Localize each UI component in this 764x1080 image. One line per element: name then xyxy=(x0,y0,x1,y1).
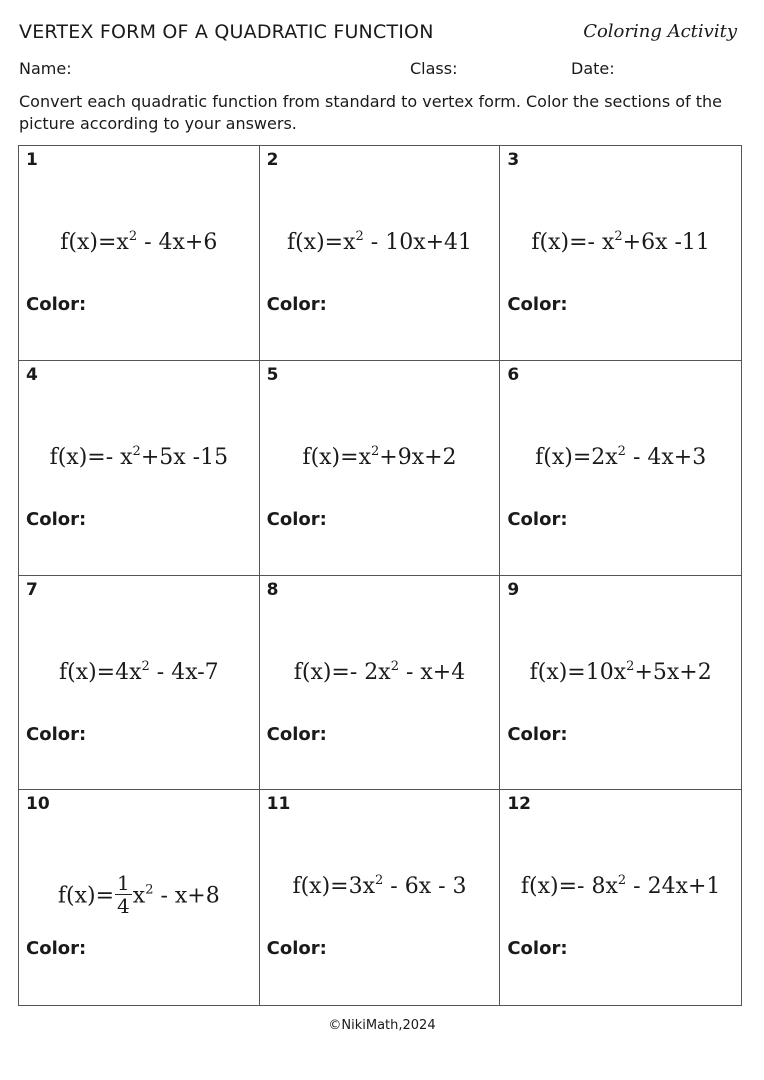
color-label: Color: xyxy=(266,508,327,530)
color-label: Color: xyxy=(26,294,87,315)
quadratic-expression xyxy=(260,874,500,899)
class-label: Class: xyxy=(410,59,458,78)
problem-cell xyxy=(500,146,741,361)
problem-number: 10 xyxy=(26,794,50,815)
color-label: Color: xyxy=(507,938,568,960)
problem-cell xyxy=(260,790,501,1005)
quadratic-expression xyxy=(500,874,741,899)
expression-text: f(x)= xyxy=(57,883,115,909)
exponent: 2 xyxy=(617,443,626,459)
fraction-numerator: 1 xyxy=(117,871,130,896)
expression-text: f(x)=3x xyxy=(292,874,375,900)
color-label: Color: xyxy=(266,294,327,315)
activity-label: Coloring Activity xyxy=(583,21,737,42)
problem-number: 1 xyxy=(26,150,38,170)
color-label: Color: xyxy=(266,938,327,960)
expression-text: f(x)=2x xyxy=(535,444,618,470)
instructions: Convert each quadratic function from standard to vertex form. Color the sections of the picture according to your answers. xyxy=(19,92,723,133)
color-label: Color: xyxy=(507,508,568,530)
color-label: Color: xyxy=(507,294,568,315)
problem-number: 9 xyxy=(507,579,520,600)
quadratic-expression xyxy=(500,660,741,685)
problem-cell xyxy=(500,790,741,1005)
color-label: Color: xyxy=(26,508,87,530)
exponent: 2 xyxy=(141,658,150,674)
problem-cell xyxy=(260,146,501,361)
quadratic-expression xyxy=(19,445,259,470)
problem-number: 11 xyxy=(266,794,291,815)
color-label: Color: xyxy=(507,723,568,745)
quadratic-expression xyxy=(19,660,259,685)
expression-text: +5x+2 xyxy=(634,659,712,685)
expression-text: x xyxy=(132,883,146,909)
color-label: Color: xyxy=(266,723,327,745)
expression-text: - 4x+3 xyxy=(625,444,707,470)
name-label: Name: xyxy=(19,59,72,78)
expression-text: - 10x+41 xyxy=(363,230,473,255)
expression-text: f(x)=x xyxy=(60,230,129,255)
problem-number: 2 xyxy=(266,150,279,170)
quadratic-expression xyxy=(260,230,500,255)
quadratic-expression xyxy=(19,871,259,919)
expression-text: - 24x+1 xyxy=(626,874,721,900)
color-label: Color: xyxy=(26,938,87,960)
expression-text: f(x)=10x xyxy=(529,659,627,685)
exponent: 2 xyxy=(128,229,138,244)
expression-text: +6x -11 xyxy=(622,230,710,255)
problem-number: 3 xyxy=(507,150,520,170)
problem-cell xyxy=(500,361,741,576)
fraction xyxy=(115,872,132,917)
expression-text: - x+8 xyxy=(153,883,220,909)
exponent: 2 xyxy=(375,873,384,889)
expression-text: - 6x - 3 xyxy=(383,874,467,900)
problem-grid xyxy=(18,145,742,1006)
expression-text: f(x)=x xyxy=(286,230,356,255)
problem-cell xyxy=(19,790,260,1005)
problem-cell xyxy=(260,576,501,791)
expression-text: - 4x+6 xyxy=(137,230,218,255)
exponent: 2 xyxy=(355,229,364,244)
problem-cell xyxy=(500,576,741,791)
expression-text: +9x+2 xyxy=(379,444,457,470)
quadratic-expression xyxy=(500,445,741,470)
problem-cell xyxy=(19,146,260,361)
quadratic-expression xyxy=(260,445,500,470)
quadratic-expression xyxy=(260,660,500,685)
problem-number: 5 xyxy=(266,364,279,385)
problem-cell xyxy=(260,361,501,576)
problem-number: 6 xyxy=(507,364,520,385)
expression-text: f(x)=- x xyxy=(531,230,615,255)
problem-number: 12 xyxy=(507,794,531,815)
expression-text: f(x)=- x xyxy=(49,444,133,470)
problem-number: 4 xyxy=(26,364,38,385)
exponent: 2 xyxy=(132,443,141,459)
quadratic-expression xyxy=(19,230,259,255)
expression-text: f(x)=4x xyxy=(58,659,142,685)
exponent: 2 xyxy=(614,229,623,244)
fraction-denominator: 4 xyxy=(117,894,130,919)
exponent: 2 xyxy=(626,658,635,674)
expression-text: +5x -15 xyxy=(140,444,229,470)
expression-text: - 4x-7 xyxy=(149,659,219,685)
problem-number: 7 xyxy=(26,579,38,600)
color-label: Color: xyxy=(26,723,87,745)
problem-cell xyxy=(19,576,260,791)
problem-number: 8 xyxy=(266,579,279,600)
copyright-footer: ©NikiMath,2024 xyxy=(328,1018,436,1033)
exponent: 2 xyxy=(617,873,627,889)
expression-text: f(x)=- 8x xyxy=(520,874,618,900)
exponent: 2 xyxy=(390,658,399,674)
quadratic-expression xyxy=(500,230,741,255)
expression-text: f(x)=x xyxy=(302,444,371,470)
exponent: 2 xyxy=(370,443,380,459)
exponent: 2 xyxy=(145,882,154,898)
expression-text: f(x)=- 2x xyxy=(293,659,391,685)
page-title: VERTEX FORM OF A QUADRATIC FUNCTION xyxy=(19,21,434,43)
date-label: Date: xyxy=(571,59,615,78)
problem-cell xyxy=(19,361,260,576)
expression-text: - x+4 xyxy=(398,659,466,685)
